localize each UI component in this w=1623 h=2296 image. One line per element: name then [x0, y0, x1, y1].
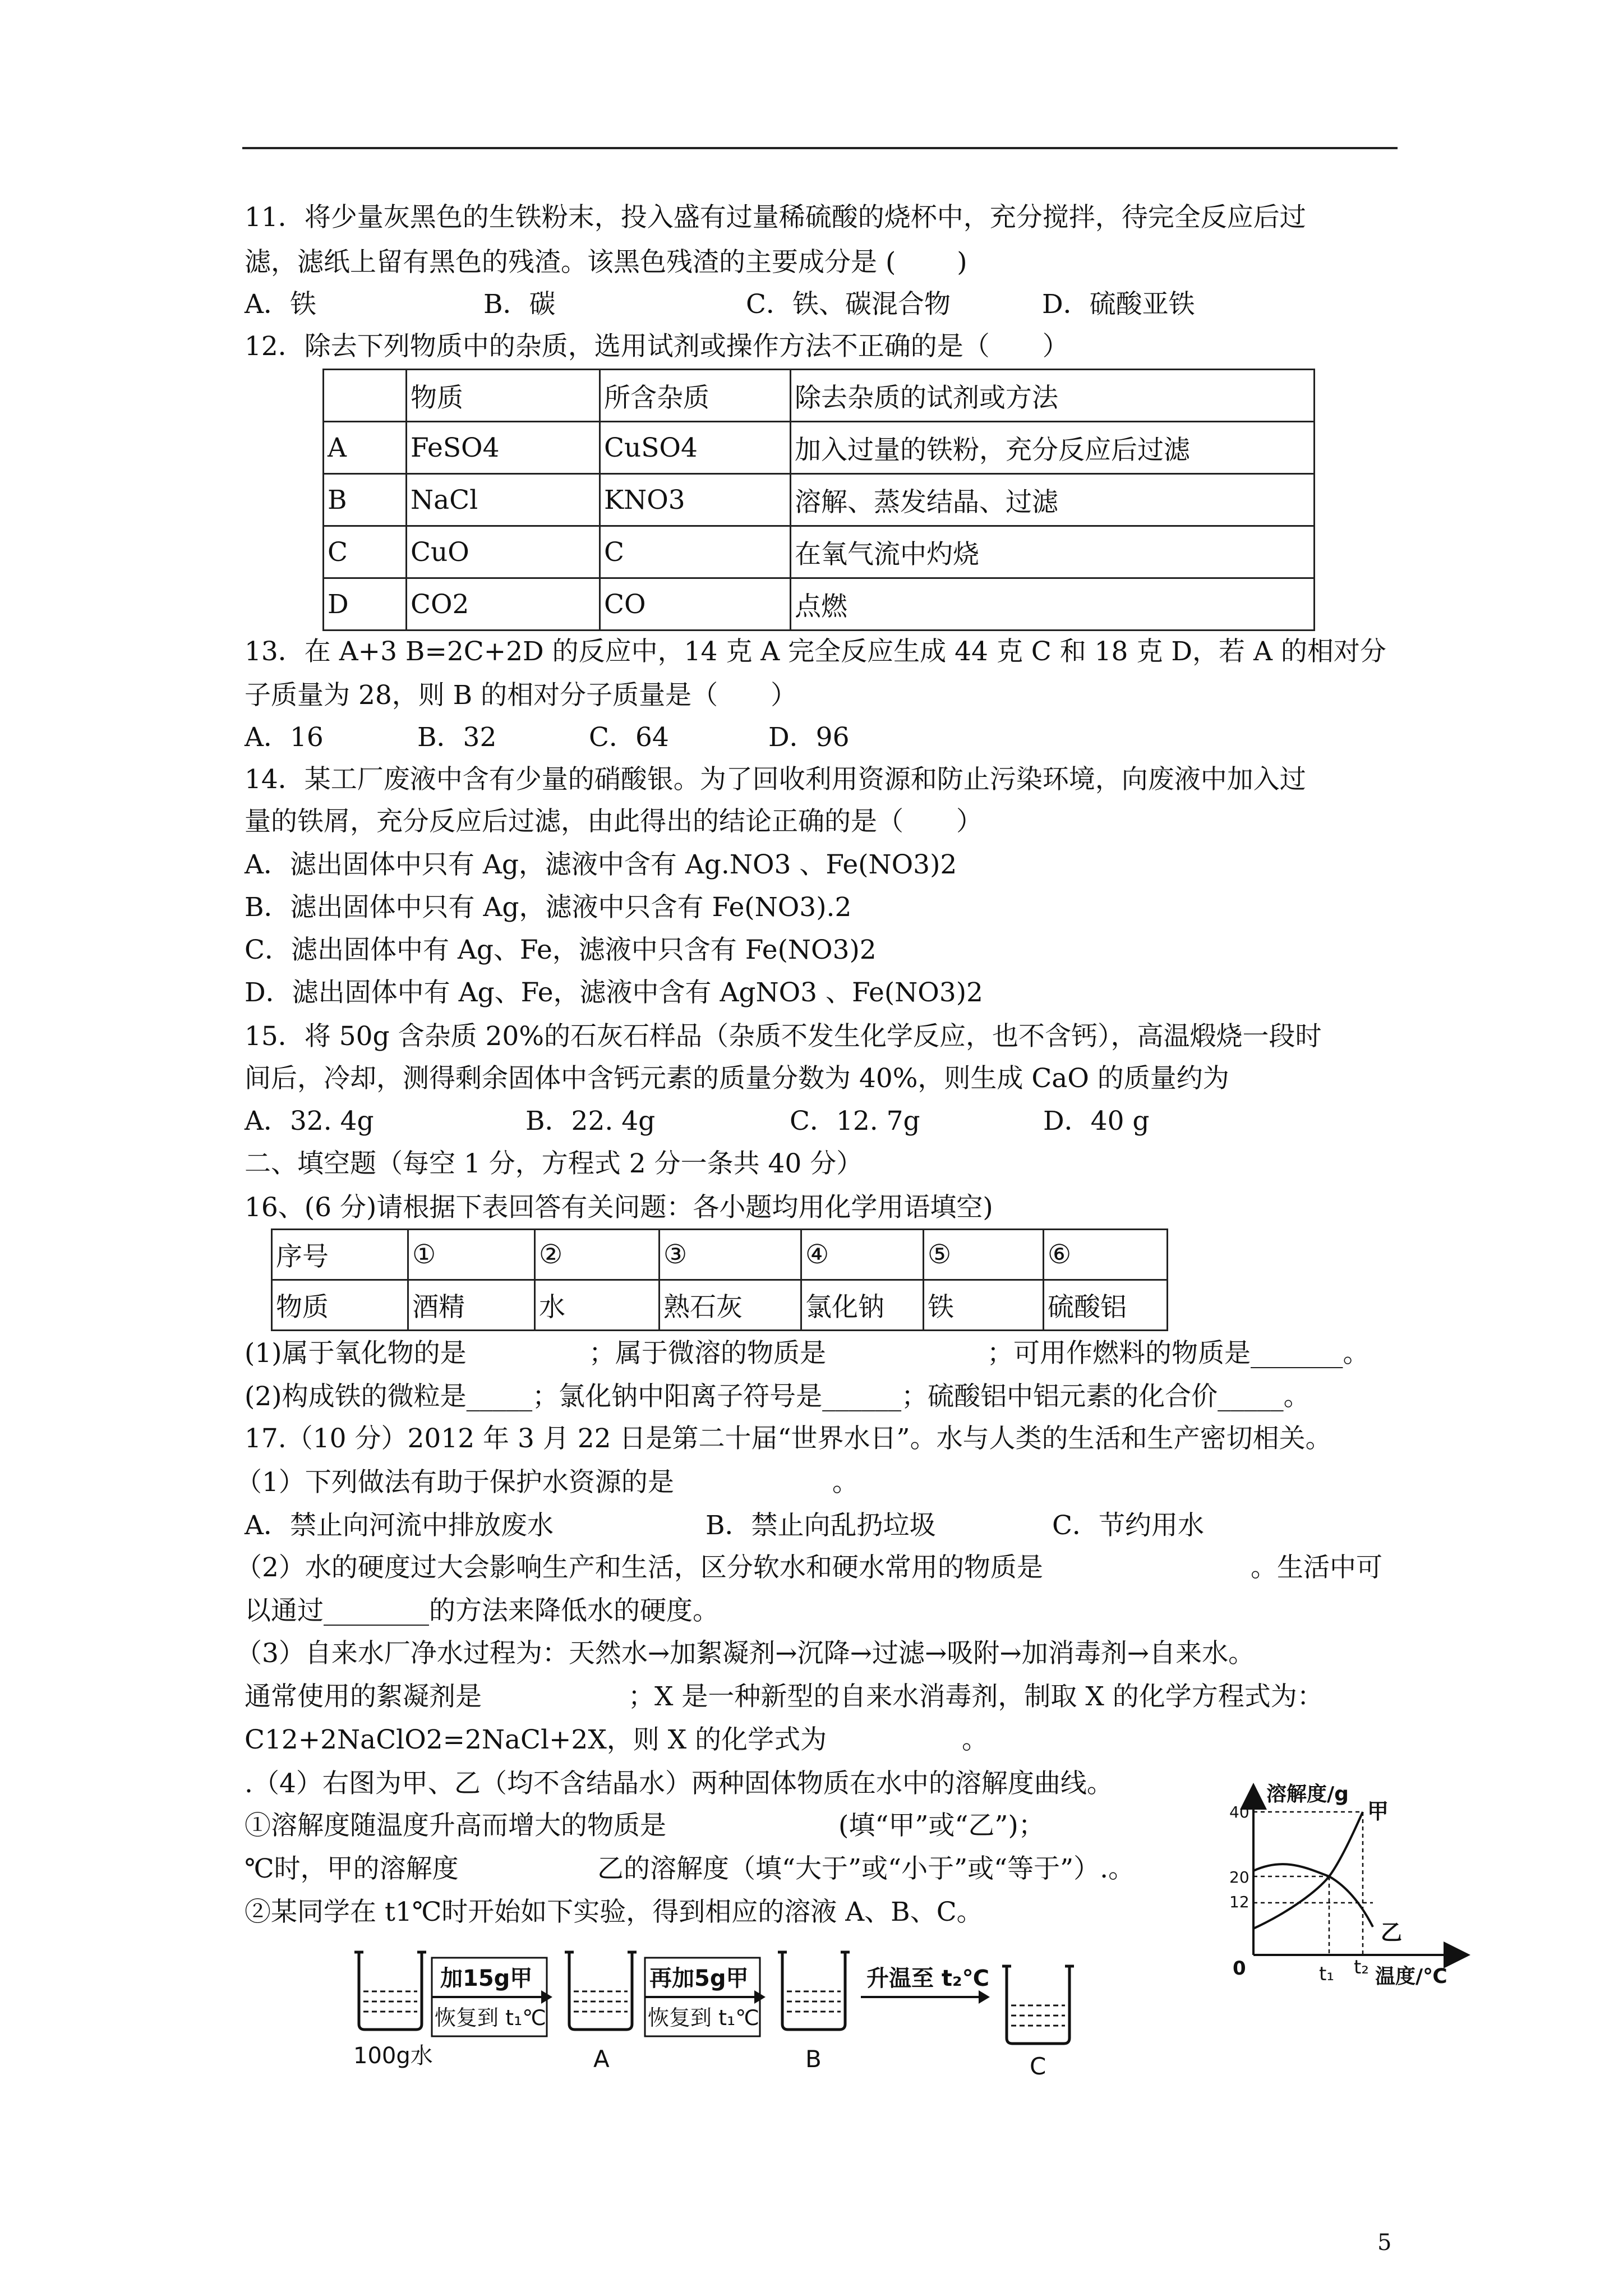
q11-option-a: A．铁: [245, 289, 316, 320]
q17-part-4e: 乙的溶解度（填“大于”或“小于”或“等于”）.。: [597, 1853, 1135, 1884]
q14-option-d: D．滤出固体中有 Ag、Fe，滤液中含有 AgNO3 、Fe(NO3)2: [245, 977, 983, 1008]
q17-part-1-option-c: C．节约用水: [1052, 1510, 1204, 1541]
curve-yi-label: 乙: [1381, 1920, 1403, 1945]
table-cell: 物质: [272, 1280, 408, 1331]
table-cell: 酒精: [408, 1280, 535, 1331]
table-cell: C: [600, 526, 791, 578]
table-cell: 熟石灰: [660, 1280, 801, 1331]
q17-part-3e: 。: [962, 1724, 988, 1755]
q16-part-1a: (1)属于氧化物的是: [245, 1338, 467, 1369]
y-tick-20: 20: [1229, 1868, 1249, 1887]
table-cell: ①: [408, 1230, 535, 1280]
section-2-heading: 二、填空题（每空 1 分，方程式 2 分一条共 40 分）: [245, 1148, 863, 1179]
experiment-diagram: [342, 1941, 1127, 2087]
page-number: 5: [1377, 2230, 1392, 2256]
table-cell: CuO: [407, 526, 600, 578]
curve-jia-label: 甲: [1367, 1799, 1389, 1824]
q17-part-3d: C12+2NaClO2=2NaCl+2X，则 X 的化学式为: [245, 1724, 827, 1755]
q12-table: [322, 369, 1315, 631]
label-c: C: [1030, 2053, 1046, 2080]
beaker-c: [1002, 1966, 1074, 2044]
table-cell: [324, 370, 407, 422]
table-cell: CuSO4: [600, 422, 791, 474]
table-cell: 溶解、蒸发结晶、过滤: [791, 474, 1315, 526]
q17-part-1-option-a: A．禁止向河流中排放废水: [245, 1510, 554, 1541]
q14-line-2: 量的铁屑，充分反应后过滤，由此得出的结论正确的是（ ）: [245, 806, 983, 837]
label-b: B: [805, 2045, 822, 2073]
q15-line-2: 间后，冷却，测得剩余固体中含钙元素的质量分数为 40%，则生成 CaO 的质量约为: [245, 1063, 1229, 1094]
table-cell: 加入过量的铁粉，充分反应后过滤: [791, 422, 1315, 474]
beaker-a: [565, 1952, 637, 2030]
step-1-bottom: 恢复到 t₁℃: [435, 2005, 546, 2030]
step-2-bottom: 恢复到 t₁℃: [648, 2005, 759, 2030]
q14-option-c: C．滤出固体中有 Ag、Fe，滤液中只含有 Fe(NO3)2: [245, 935, 877, 965]
table-row: [324, 474, 1315, 526]
table-cell: 氯化钠: [801, 1280, 924, 1331]
q16-part-2: (2)构成铁的微粒是_____；氯化钠中阳离子符号是______；硫酸铝中铝元素的化合价_____。: [245, 1381, 1310, 1412]
q17-part-4a: .（4）右图为甲、乙（均不含结晶水）两种固体物质在水中的溶解度曲线。: [245, 1768, 1113, 1799]
curve-yi: [1253, 1864, 1373, 1927]
q17-part-4f: ②某同学在 t1℃时开始如下实验，得到相应的溶液 A、B、C。: [245, 1897, 983, 1927]
table-cell: FeSO4: [407, 422, 600, 474]
label-a: A: [593, 2045, 610, 2073]
table-cell: D: [324, 578, 407, 631]
solubility-graph: [1223, 1773, 1486, 1997]
y-axis-label: 溶解度/g: [1266, 1783, 1349, 1806]
table-cell: 物质: [407, 370, 600, 422]
table-cell: 点燃: [791, 578, 1315, 631]
q11-option-d: D．硫酸亚铁: [1042, 289, 1195, 320]
q15-line-1: 15．将 50g 含杂质 20%的石灰石样品（杂质不发生化学反应，也不含钙），高温煅烧一段时: [245, 1021, 1322, 1052]
table-cell: B: [324, 474, 407, 526]
table-cell: ⑥: [1044, 1230, 1168, 1280]
step-2-top: 再加5g甲: [649, 1966, 749, 1991]
x-tick-t2: t₂: [1354, 1956, 1369, 1978]
table-cell: 除去杂质的试剂或方法: [791, 370, 1315, 422]
q16-table: [271, 1228, 1168, 1331]
table-cell: CO: [600, 578, 791, 631]
header-rule: [242, 147, 1398, 149]
table-cell: 硫酸铝: [1044, 1280, 1168, 1331]
q16-part-1b: ；属于微溶的物质是: [589, 1338, 826, 1369]
q14-line-1: 14．某工厂废液中含有少量的硝酸银。为了回收利用资源和防止污染环境，向废液中加入过: [245, 764, 1306, 795]
table-cell: 铁: [924, 1280, 1044, 1331]
table-row: [324, 526, 1315, 578]
q17-part-2c: 以通过________的方法来降低水的硬度。: [245, 1595, 719, 1626]
table-cell: ⑤: [924, 1230, 1044, 1280]
q15-option-a: A．32. 4g: [245, 1106, 374, 1137]
table-row: [272, 1280, 1168, 1331]
q14-option-a: A．滤出固体中只有 Ag，滤液中含有 Ag.NO3 、Fe(NO3)2: [245, 849, 957, 880]
q17-part-4c: (填“甲”或“乙”)；: [838, 1810, 1045, 1841]
q13-option-d: D．96: [768, 722, 850, 753]
table-cell: ②: [535, 1230, 660, 1280]
table-row: [324, 422, 1315, 474]
q11-line-1: 11．将少量灰黑色的生铁粉末，投入盛有过量稀硫酸的烧杯中，充分搅拌，待完全反应后过: [245, 202, 1306, 233]
q17-part-1: （1）下列做法有助于保护水资源的是 。: [236, 1467, 859, 1498]
q14-option-b: B．滤出固体中只有 Ag，滤液中只含有 Fe(NO3).2: [245, 892, 852, 923]
table-cell: CO2: [407, 578, 600, 631]
q17-part-2b: 。生活中可: [1251, 1552, 1382, 1583]
q11-option-b: B．碳: [483, 289, 556, 320]
q17-part-3b: 通常使用的絮凝剂是: [245, 1681, 482, 1712]
q13-option-b: B．32: [417, 722, 497, 753]
q17-part-1-option-b: B．禁止向乱扔垃圾: [706, 1510, 936, 1541]
table-cell: A: [324, 422, 407, 474]
q13-option-c: C．64: [589, 722, 669, 753]
step-1-top: 加15g甲: [440, 1966, 533, 1991]
q15-option-c: C．12. 7g: [790, 1106, 920, 1137]
q17-part-4d: ℃时，甲的溶解度: [245, 1853, 459, 1884]
q11-line-2: 滤，滤纸上留有黑色的残渣。该黑色残渣的主要成分是 ( ): [245, 247, 967, 278]
curve-jia: [1253, 1812, 1363, 1929]
table-cell: ④: [801, 1230, 924, 1280]
q17-part-3c: ；X 是一种新型的自来水消毒剂，制取 X 的化学方程式为：: [628, 1681, 1324, 1712]
table-row: [324, 370, 1315, 422]
q11-option-c: C．铁、碳混合物: [746, 289, 951, 320]
table-row: [324, 578, 1315, 631]
table-cell: 在氧气流中灼烧: [791, 526, 1315, 578]
q16-part-1c: ；可用作燃料的物质是_______。: [987, 1338, 1370, 1369]
y-tick-12: 12: [1229, 1893, 1249, 1911]
x-tick-t1: t₁: [1319, 1963, 1334, 1985]
x-axis-label: 温度/℃: [1375, 1965, 1447, 1988]
water-label: 100g水: [353, 2043, 433, 2069]
table-cell: KNO3: [600, 474, 791, 526]
table-cell: NaCl: [407, 474, 600, 526]
beaker-b: [778, 1952, 850, 2030]
q15-option-b: B．22. 4g: [525, 1106, 656, 1137]
table-cell: 水: [535, 1280, 660, 1331]
table-cell: 序号: [272, 1230, 408, 1280]
q13-option-a: A．16: [245, 722, 324, 753]
q17-part-2a: （2）水的硬度过大会影响生产和生活，区分软水和硬水常用的物质是: [236, 1552, 1043, 1583]
table-cell: ③: [660, 1230, 801, 1280]
y-tick-40: 40: [1229, 1803, 1249, 1821]
table-cell: C: [324, 526, 407, 578]
table-cell: 所含杂质: [600, 370, 791, 422]
q15-option-d: D．40 g: [1043, 1106, 1150, 1137]
step-3-top: 升温至 t₂℃: [866, 1966, 990, 1991]
beaker-water: [354, 1952, 426, 2030]
q13-line-1: 13．在 A+3 B=2C+2D 的反应中，14 克 A 完全反应生成 44 克 C 和 18 克 D，若 A 的相对分: [245, 636, 1386, 667]
origin-label: 0: [1233, 1957, 1246, 1980]
q17-part-3a: （3）自来水厂净水过程为：天然水→加絮凝剂→沉降→过滤→吸附→加消毒剂→自来水。: [236, 1638, 1255, 1669]
q17-part-4b: ①溶解度随温度升高而增大的物质是: [245, 1810, 666, 1841]
table-row: [272, 1230, 1168, 1280]
q17-stem: 17.（10 分）2012 年 3 月 22 日是第二十届“世界水日”。水与人类的生活和生产密切相关。: [245, 1423, 1332, 1454]
q16-stem: 16、(6 分)请根据下表回答有关问题：各小题均用化学用语填空): [245, 1192, 993, 1223]
q13-line-2: 子质量为 28，则 B 的相对分子质量是（ ）: [245, 680, 797, 711]
q12-stem: 12．除去下列物质中的杂质，选用试剂或操作方法不正确的是（ ）: [245, 331, 1069, 362]
